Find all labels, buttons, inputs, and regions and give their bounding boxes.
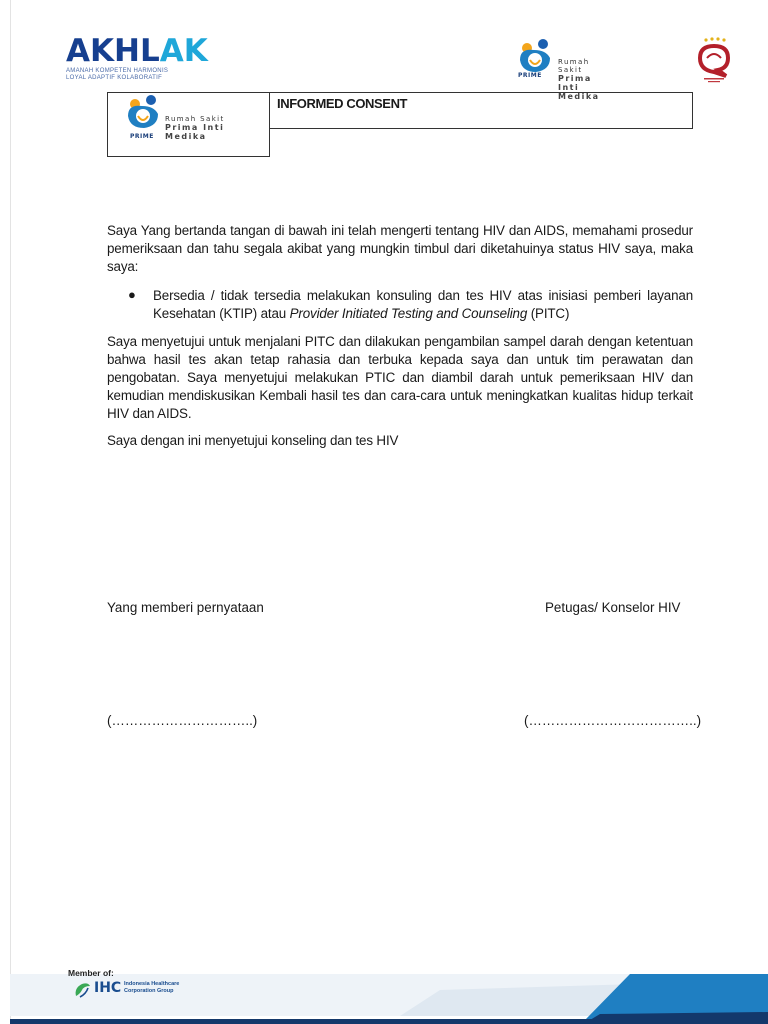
prime-badge-text: PRIME [130,133,154,140]
bullet-dot-icon: ● [128,287,136,302]
signatory-label: Yang memberi pernyataan [107,600,264,615]
form-title: INFORMED CONSENT [277,96,408,111]
ihc-wordmark: IHC [94,980,122,996]
consent-detail-paragraph: Saya menyetujui untuk menjalani PITC dan dilakukan pengambilan sampel darah dengan ketentuan bahwa hasil tes akan tetap rahasia dan terbuka kepada saya dan untuk tim perawatan dan pengobatan. Saya menyetujui melakukan PTIC dan diambil darah untuk pemeriksaan HIV dan kemudian mendiskusikan Kembali hasil tes dan cara-cara untuk meningkatkan kualitas hidup terkait HIV dan AIDS. [107,334,693,421]
counselor-label: Petugas/ Konselor HIV [545,600,681,615]
accreditation-seal-icon [692,36,736,84]
consent-intro-paragraph: Saya Yang bertanda tangan di bawah ini telah mengerti tentang HIV dan AIDS, memahami prosedur pemeriksaan dan tahu segala akibat yang mungkin timbul dari diketahuinya status HIV saya, maka saya: [107,223,693,274]
consent-bullet-item: Bersedia / tidak tersedia melakukan konsuling dan tes HIV atas inisiasi pemberi layanan Kesehatan (KTIP) atau Provider Initiated Testing and Counseling (PITC) [153,288,693,321]
form-logo-cell [107,92,270,157]
akhlak-tagline-1: AMANAH KOMPETEN HARMONIS [66,68,169,74]
page-edge [10,0,11,1024]
prime-badge-text: PRIME [518,72,542,79]
counselor-signature-blank: (………………………………..) [524,713,702,728]
hospital-name-header: Rumah Sakit Prima Inti Medika [558,58,600,101]
signatory-signature-blank: (…………………………..) [107,713,258,728]
akhlak-tagline-2: LOYAL ADAPTIF KOLABORATIF [66,75,163,81]
member-of-label: Member of: [68,968,114,978]
hospital-logo-header [516,38,600,101]
ihc-subtitle: Indonesia Healthcare Corporation Group [124,981,180,994]
ihc-leaf-icon [72,980,94,998]
akhlak-wordmark: AKHLAK [66,33,208,69]
form-title-cell [270,92,693,129]
hospital-name-form: Rumah Sakit Prima Inti Medika [165,115,225,141]
akhlak-logo [66,34,208,82]
consent-agreement-line: Saya dengan ini menyetujui konseling dan tes HIV [107,433,399,448]
